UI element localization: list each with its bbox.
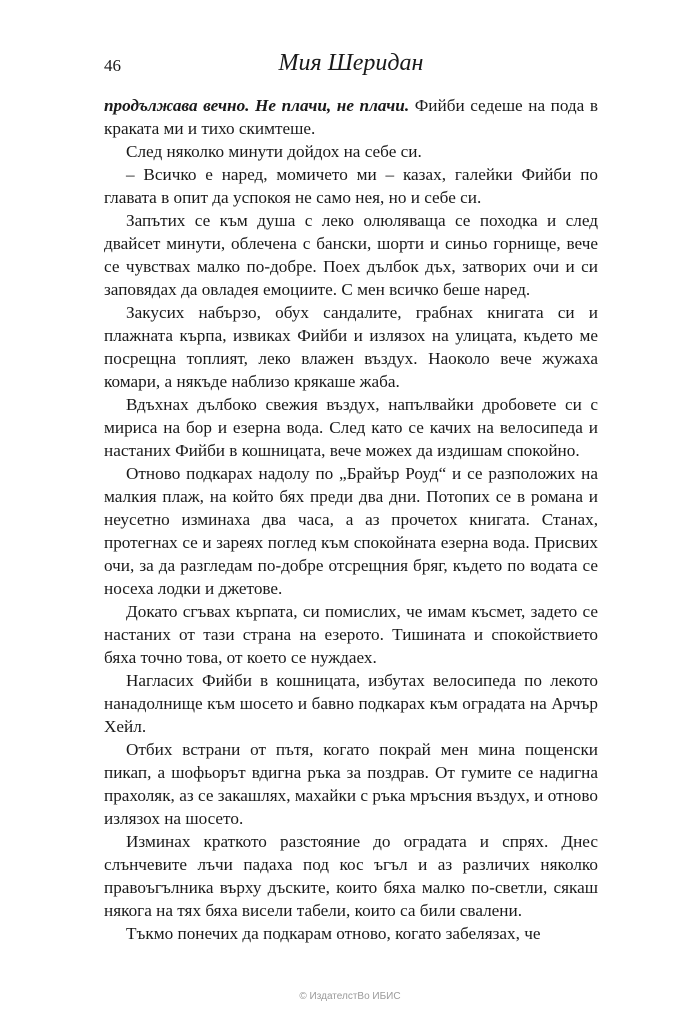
- paragraph: Отбих встрани от пътя, когато покрай мен мина пощенски пикап, а шофьорът вдигна ръка за поздрав. От гумите се надигна прахоляк, аз се закашлях, махайки с ръка мръсния въздух, и отново излязох на шосето.: [104, 740, 598, 828]
- paragraph-text: Фийби седеше на пода в краката ми и тихо скимтеше.: [104, 96, 598, 138]
- running-title-author: Мия Шеридан: [278, 50, 424, 76]
- paragraph: Нагласих Фийби в кошницата, избутах велосипеда по лекото нанадолнище към шосето и бавно подкарах към оградата на Арчър Хейл.: [104, 671, 598, 736]
- body-text: [104, 94, 598, 945]
- page-header: [104, 50, 598, 84]
- publisher-copyright: © ИздателстВо ИБИС: [299, 991, 401, 1002]
- paragraph: Тъкмо понечих да подкарам отново, когато забелязах, че: [126, 924, 541, 943]
- italic-lead-text: продължава вечно. Не плачи, не плачи.: [104, 96, 410, 115]
- paragraph: – Всичко е наред, момичето ми – казах, галейки Фийби по главата в опит да успокоя не само нея, но и себе си.: [104, 165, 598, 207]
- paragraph: Вдъхнах дълбоко свежия въздух, напълвайки дробовете си с мириса на бор и езерна вода. След като се качих на велосипеда и настаних Фийби в кошницата, вече можех да издишам спокойно.: [104, 395, 598, 460]
- paragraph: Изминах краткото разстояние до оградата и спрях. Днес слънчевите лъчи падаха под кос ъгъл и аз различих няколко правоъгълника върху дъските, които бяха малко по-светли, сякаш някога на тях бяха висели табели, които са били свалени.: [104, 832, 598, 920]
- page-number: 46: [104, 56, 121, 75]
- paragraph: [104, 94, 598, 140]
- paragraph: Отново подкарах надолу по „Брайър Роуд“ и се разположих на малкия плаж, на който бях преди два дни. Потопих се в романа и неусетно изминаха два часа, а аз прочетох книгата. Станах, протегнах се и зареях поглед към спокойната езерна вода. Присвих очи, за да разгледам по-добре отсрещния бряг, където по водата се носеха лодки и джетове.: [104, 464, 598, 598]
- paragraph: Запътих се към душа с леко олюляваща се походка и след двайсет минути, облечена с бански, шорти и синьо горнище, вече се чувствах малко по-добре. Поех дълбок дъх, затворих очи и си заповядах да овладея емоциите. С мен всичко беше наред.: [104, 211, 598, 299]
- paragraph: Докато сгъвах кърпата, си помислих, че имам късмет, задето се настаних от тази страна на езерото. Тишината и спокойствието бяха точно това, от което се нуждаех.: [104, 602, 598, 667]
- paragraph: След няколко минути дойдох на себе си.: [126, 142, 422, 161]
- paragraph: Закусих набързо, обух сандалите, грабнах книгата си и плажната кърпа, извиках Фийби и излязох на улицата, където ме посрещна топлият, леко влажен въздух. Наоколо вече жужаха комари, а някъде наблизо крякаше жаба.: [104, 303, 598, 391]
